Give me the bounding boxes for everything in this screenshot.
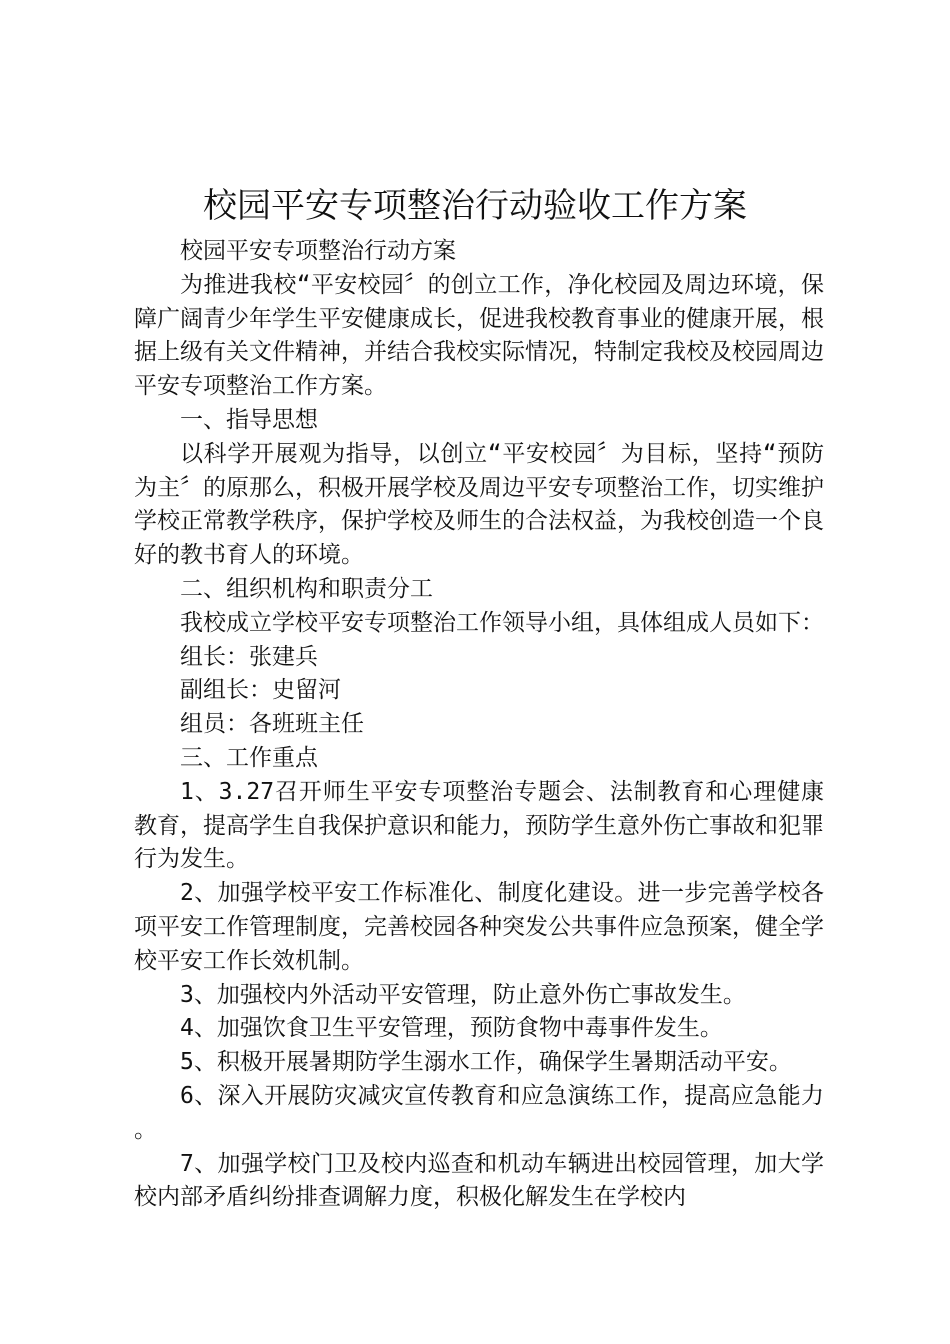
list-item-focus-7: 7、加强学校门卫及校内巡查和机动车辆进出校园管理，加大学校内部矛盾纠纷排查调解力度，积极化解发生在学校内 <box>134 1150 824 1211</box>
heading-work-focus: 三、工作重点 <box>180 744 318 771</box>
paragraph-guiding-ideology: 以科学开展观为指导，以创立“平安校园〞为目标，坚持“预防为主〞的原那么，积极开展学校及周边平安专项整治工作，切实维护学校正常教学秩序，保护学校及师生的合法权益，为我校创造一个良好的教书育人的环境。 <box>134 440 824 569</box>
document-title: 校园平安专项整治行动验收工作方案 <box>203 186 747 226</box>
paragraph-organization: 我校成立学校平安专项整治工作领导小组，具体组成人员如下： <box>180 609 824 636</box>
list-item-focus-5: 5、积极开展暑期防学生溺水工作，确保学生暑期活动平安。 <box>180 1049 792 1076</box>
heading-guiding-ideology: 一、指导思想 <box>180 406 318 433</box>
list-item-focus-2: 2、加强学校平安工作标准化、制度化建设。进一步完善学校各项平安工作管理制度，完善校园各种突发公共事件应急预案，健全学校平安工作长效机制。 <box>134 880 824 974</box>
list-item-members: 组员：各班班主任 <box>180 711 364 738</box>
list-item-focus-3: 3、加强校内外活动平安管理，防止意外伤亡事故发生。 <box>180 981 746 1008</box>
list-item-focus-4: 4、加强饮食卫生平安管理，预防食物中毒事件发生。 <box>180 1015 723 1042</box>
heading-organization: 二、组织机构和职责分工 <box>180 575 433 602</box>
paragraph-intro: 为推进我校“平安校园〞的创立工作，净化校园及周边环境，保障广阔青少年学生平安健康成长，促进我校教育事业的健康开展，根据上级有关文件精神，并结合我校实际情况，特制定我校及校园周边平安专项整治工作方案。 <box>134 271 824 400</box>
list-item-focus-6: 6、深入开展防灾减灾宣传教育和应急演练工作，提高应急能力。 <box>134 1082 824 1143</box>
list-item-deputy-leader: 副组长：史留河 <box>180 677 341 704</box>
list-item-focus-1: 1、3.27召开师生平安专项整治专题会、法制教育和心理健康教育，提高学生自我保护意识和能力，预防学生意外伤亡事故和犯罪行为发生。 <box>134 778 824 873</box>
paragraph-plan-name: 校园平安专项整治行动方案 <box>180 238 456 264</box>
document-body <box>134 235 824 1215</box>
list-item-leader: 组长：张建兵 <box>180 643 318 670</box>
